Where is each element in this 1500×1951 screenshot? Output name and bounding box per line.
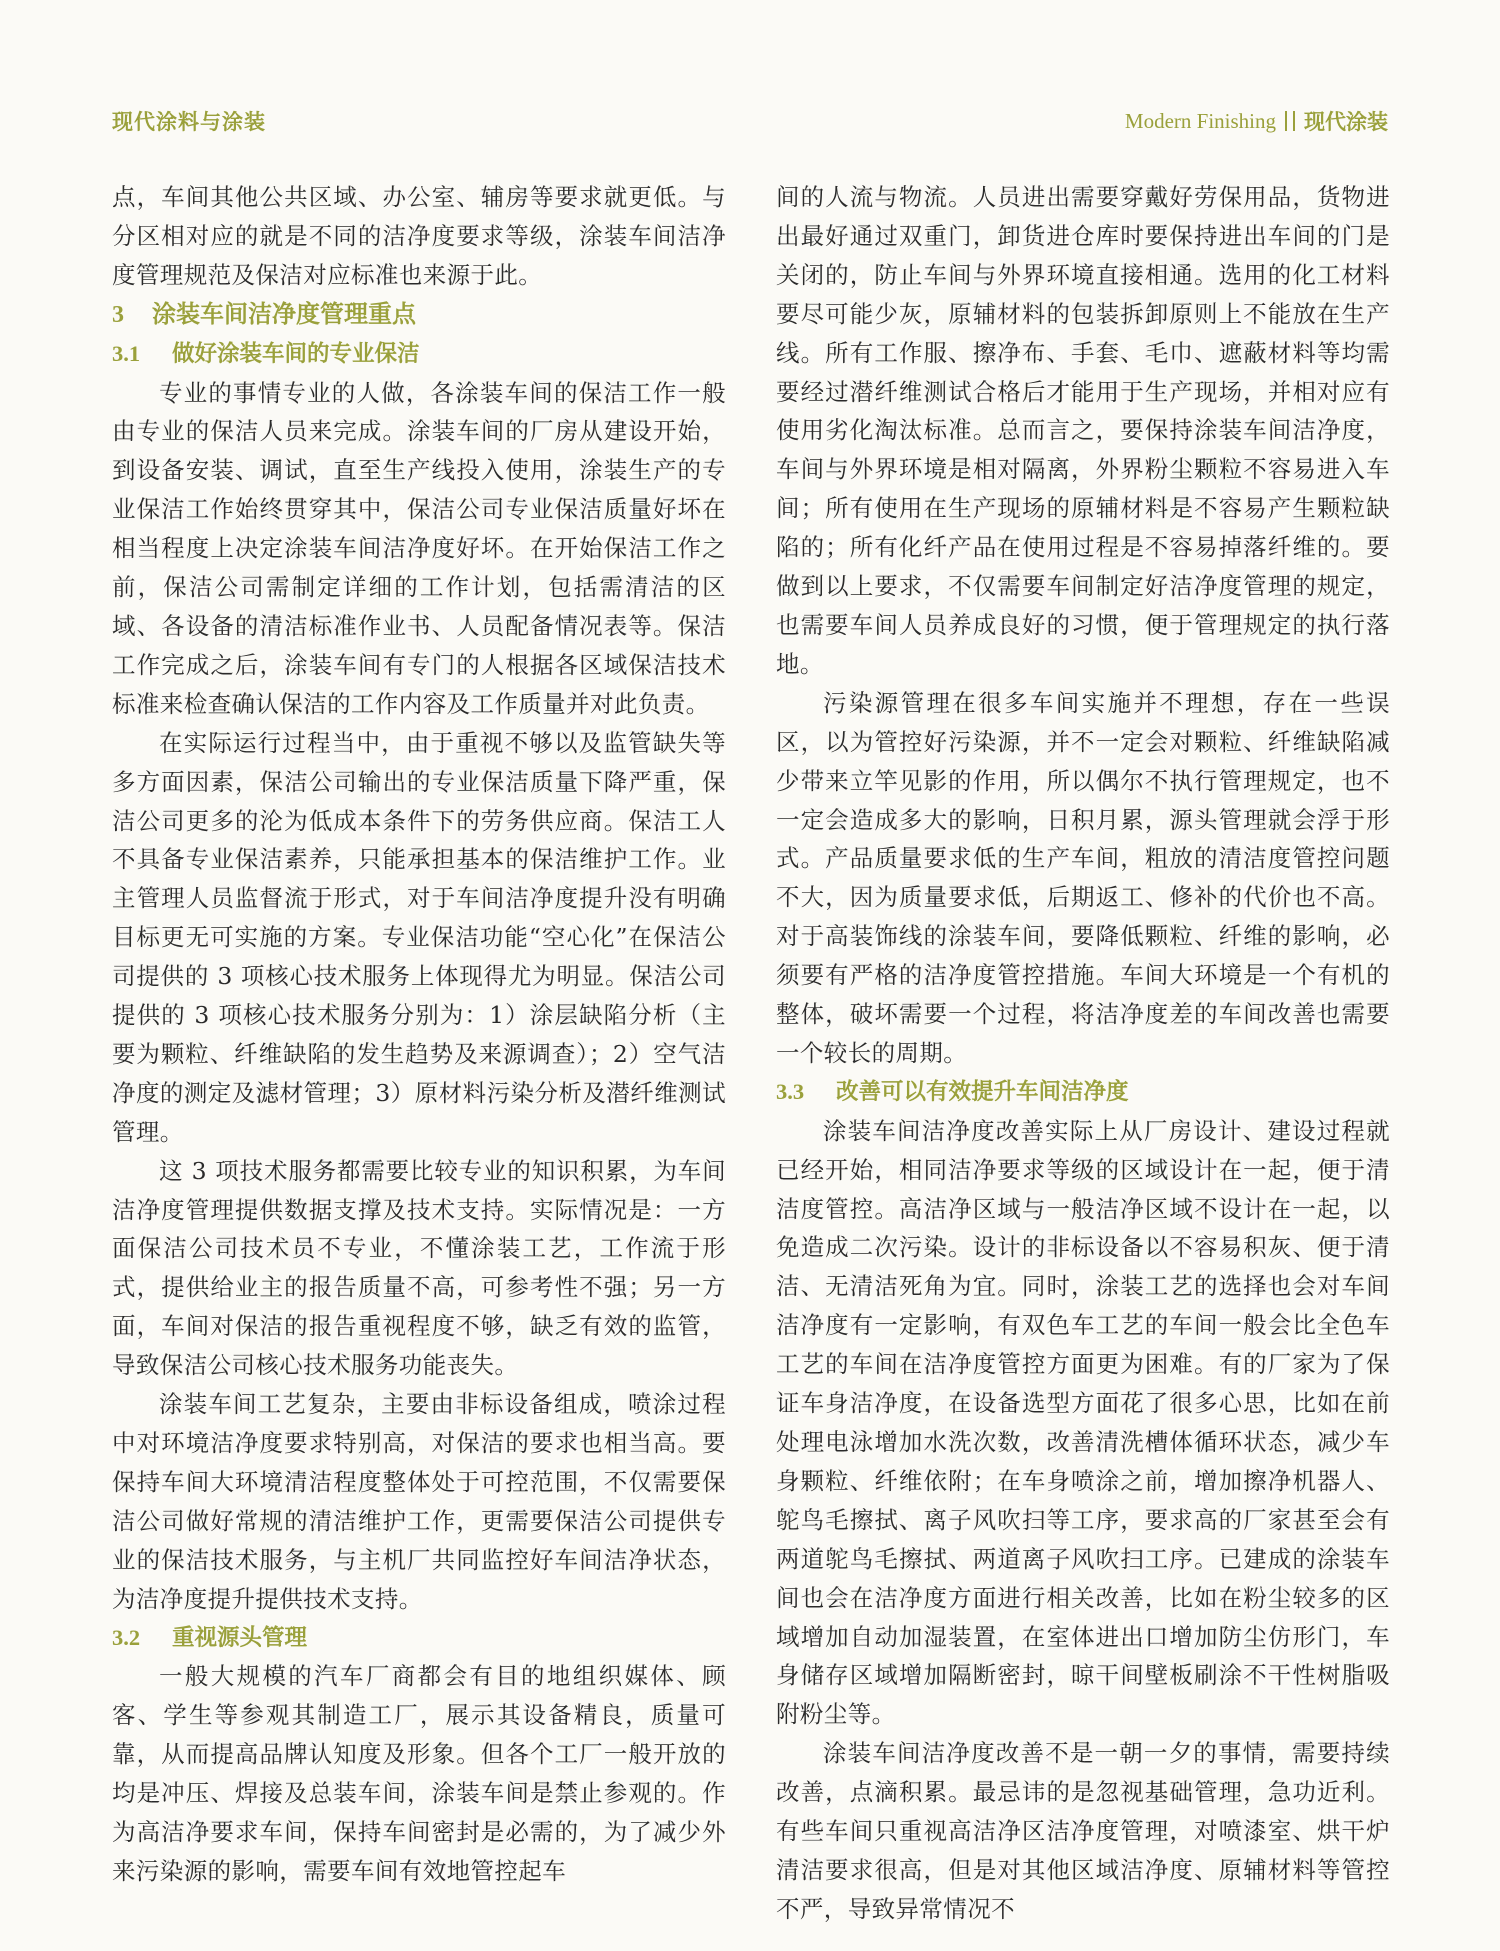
subsection-number: 3.3: [776, 1078, 805, 1104]
subsection-title: 改善可以有效提升车间洁净度: [836, 1078, 1129, 1105]
section-heading-3: [112, 295, 726, 335]
paragraph: 污染源管理在很多车间实施并不理想，存在一些误区，以为管控好污染源，并不一定会对颗粒、纤维缺陷减少带来立竿见影的作用，所以偶尔不执行管理规定，也不一定会造成多大的影响，日积月累，源头管理就会浮于形式。产品质量要求低的生产车间，粗放的清洁度管控问题不大，因为质量要求低，后期返工、修补的代价也不高。对于高装饰线的涂装车间，要降低颗粒、纤维的影响，必须要有严格的洁净度管控措施。车间大环境是一个有机的整体，破坏需要一个过程，将洁净度差的车间改善也需要一个较长的周期。: [776, 688, 1390, 1067]
subsection-heading-3-3: [776, 1073, 1390, 1112]
paragraph: 间的人流与物流。人员进出需要穿戴好劳保用品，货物进出最好通过双重门，卸货进仓库时要保持进出车间的门是关闭的，防止车间与外界环境直接相通。选用的化工材料要尽可能少灰，原辅材料的包装拆卸原则上不能放在生产线。所有工作服、擦净布、手套、毛巾、遮蔽材料等均需要经过潜纤维测试合格后才能用于生产现场，并相对应有使用劣化淘汰标准。总而言之，要保持涂装车间洁净度，车间与外界环境是相对隔离，外界粉尘颗粒不容易进入车间；所有使用在生产现场的原辅材料是不容易产生颗粒缺陷的；所有化纤产品在使用过程是不容易掉落纤维的。要做到以上要求，不仅需要车间制定好洁净度管理的规定，也需要车间人员养成良好的习惯，便于管理规定的执行落地。: [776, 183, 1390, 678]
journal-name-chinese: 现代涂装: [1304, 110, 1388, 134]
paragraph: 一般大规模的汽车厂商都会有目的地组织媒体、顾客、学生等参观其制造工厂，展示其设备精良，质量可靠，从而提高品牌认知度及形象。但各个工厂一般开放的均是冲压、焊接及总装车间，涂装车间是禁止参观的。作为高洁净要求车间，保持车间密封是必需的，为了减少外来污染源的影响，需要车间有效地管控起车: [112, 1662, 726, 1885]
subsection-number: 3.2: [112, 1624, 141, 1650]
header-separator: [1285, 111, 1295, 131]
section-title: 涂装车间洁净度管理重点: [152, 299, 416, 328]
journal-name-english: Modern Finishing: [1124, 108, 1276, 133]
paragraph: 专业的事情专业的人做，各涂装车间的保洁工作一般由专业的保洁人员来完成。涂装车间的厂房从建设开始，到设备安装、调试，直至生产线投入使用，涂装生产的专业保洁工作始终贯穿其中，保洁公司专业保洁质量好坏在相当程度上决定涂装车间洁净度好坏。在开始保洁工作之前，保洁公司需制定详细的工作计划，包括需清洁的区域、各设备的清洁标准作业书、人员配备情况表等。保洁工作完成之后，涂装车间有专门的人根据各区域保洁技术标准来检查确认保洁的工作内容及工作质量并对此负责。: [112, 378, 726, 718]
journal-header-right: [1125, 106, 1388, 136]
paragraph: 点，车间其他公共区域、办公室、辅房等要求就更低。与分区相对应的就是不同的洁净度要求等级，涂装车间洁净度管理规范及保洁对应标准也来源于此。: [112, 183, 726, 289]
right-column: [776, 178, 1390, 1938]
section-number: 3: [112, 301, 124, 328]
paragraph: 这 3 项技术服务都需要比较专业的知识积累，为车间洁净度管理提供数据支撑及技术支持。实际情况是：一方面保洁公司技术员不专业，不懂涂装工艺，工作流于形式，提供给业主的报告质量不高，可参考性不强；另一方面，车间对保洁的报告重视程度不够，缺乏有效的监管，导致保洁公司核心技术服务功能丧失。: [112, 1156, 726, 1380]
paragraph: 涂装车间工艺复杂，主要由非标设备组成，喷涂过程中对环境洁净度要求特别高，对保洁的要求也相当高。要保持车间大环境清洁程度整体处于可控范围，不仅需要保洁公司做好常规的清洁维护工作，更需要保洁公司提供专业的保洁技术服务，与主机厂共同监控好车间洁净状态，为洁净度提升提供技术支持。: [112, 1390, 726, 1613]
paragraph: 在实际运行过程当中，由于重视不够以及监管缺失等多方面因素，保洁公司输出的专业保洁质量下降严重，保洁公司更多的沦为低成本条件下的劳务供应商。保洁工人不具备专业保洁素养，只能承担基本的保洁维护工作。业主管理人员监督流于形式，对于车间洁净度提升没有明确目标更无可实施的方案。专业保洁功能“空心化”在保洁公司提供的 3 项核心技术服务上体现得尤为明显。保洁公司提供的 3 项核心技术服务分别为：1）涂层缺陷分析（主要为颗粒、纤维缺陷的发生趋势及来源调查）；2）空气洁净度的测定及滤材管理；3）原材料污染分析及潜纤维测试管理。: [112, 728, 726, 1146]
paragraph: 涂装车间洁净度改善实际上从厂房设计、建设过程就已经开始，相同洁净要求等级的区域设计在一起，便于清洁度管控。高洁净区域与一般洁净区域不设计在一起，以免造成二次污染。设计的非标设备以不容易积灰、便于清洁、无清洁死角为宜。同时，涂装工艺的选择也会对车间洁净度有一定影响，有双色车工艺的车间一般会比全色车工艺的车间在洁净度管控方面更为困难。有的厂家为了保证车身洁净度，在设备选型方面花了很多心思，比如在前处理电泳增加水洗次数，改善清洗槽体循环状态，减少车身颗粒、纤维依附；在车身喷涂之前，增加擦净机器人、鸵鸟毛擦拭、离子风吹扫等工序，要求高的厂家甚至会有两道鸵鸟毛擦拭、两道离子风吹扫工序。已建成的涂装车间也会在洁净度方面进行相关改善，比如在粉尘较多的区域增加自动加湿装置，在室体进出口增加防尘仿形门，车身储存区域增加隔断密封，晾干间壁板刷涂不干性树脂吸附粉尘等。: [776, 1116, 1390, 1729]
subsection-heading-3-1: [112, 335, 726, 374]
subsection-title: 做好涂装车间的专业保洁: [172, 340, 420, 367]
left-column: [112, 178, 726, 1938]
subsection-title: 重视源头管理: [172, 1624, 308, 1651]
subsection-heading-3-2: [112, 1619, 726, 1658]
subsection-number: 3.1: [112, 340, 141, 366]
journal-title: 现代涂料与涂装: [112, 110, 266, 134]
paragraph: 涂装车间洁净度改善不是一朝一夕的事情，需要持续改善，点滴积累。最忌讳的是忽视基础管理，急功近利。有些车间只重视高洁净区洁净度管理，对喷漆室、烘干炉清洁要求很高，但是对其他区域洁净度、原辅材料等管控不严，导致异常情况不: [776, 1739, 1390, 1923]
